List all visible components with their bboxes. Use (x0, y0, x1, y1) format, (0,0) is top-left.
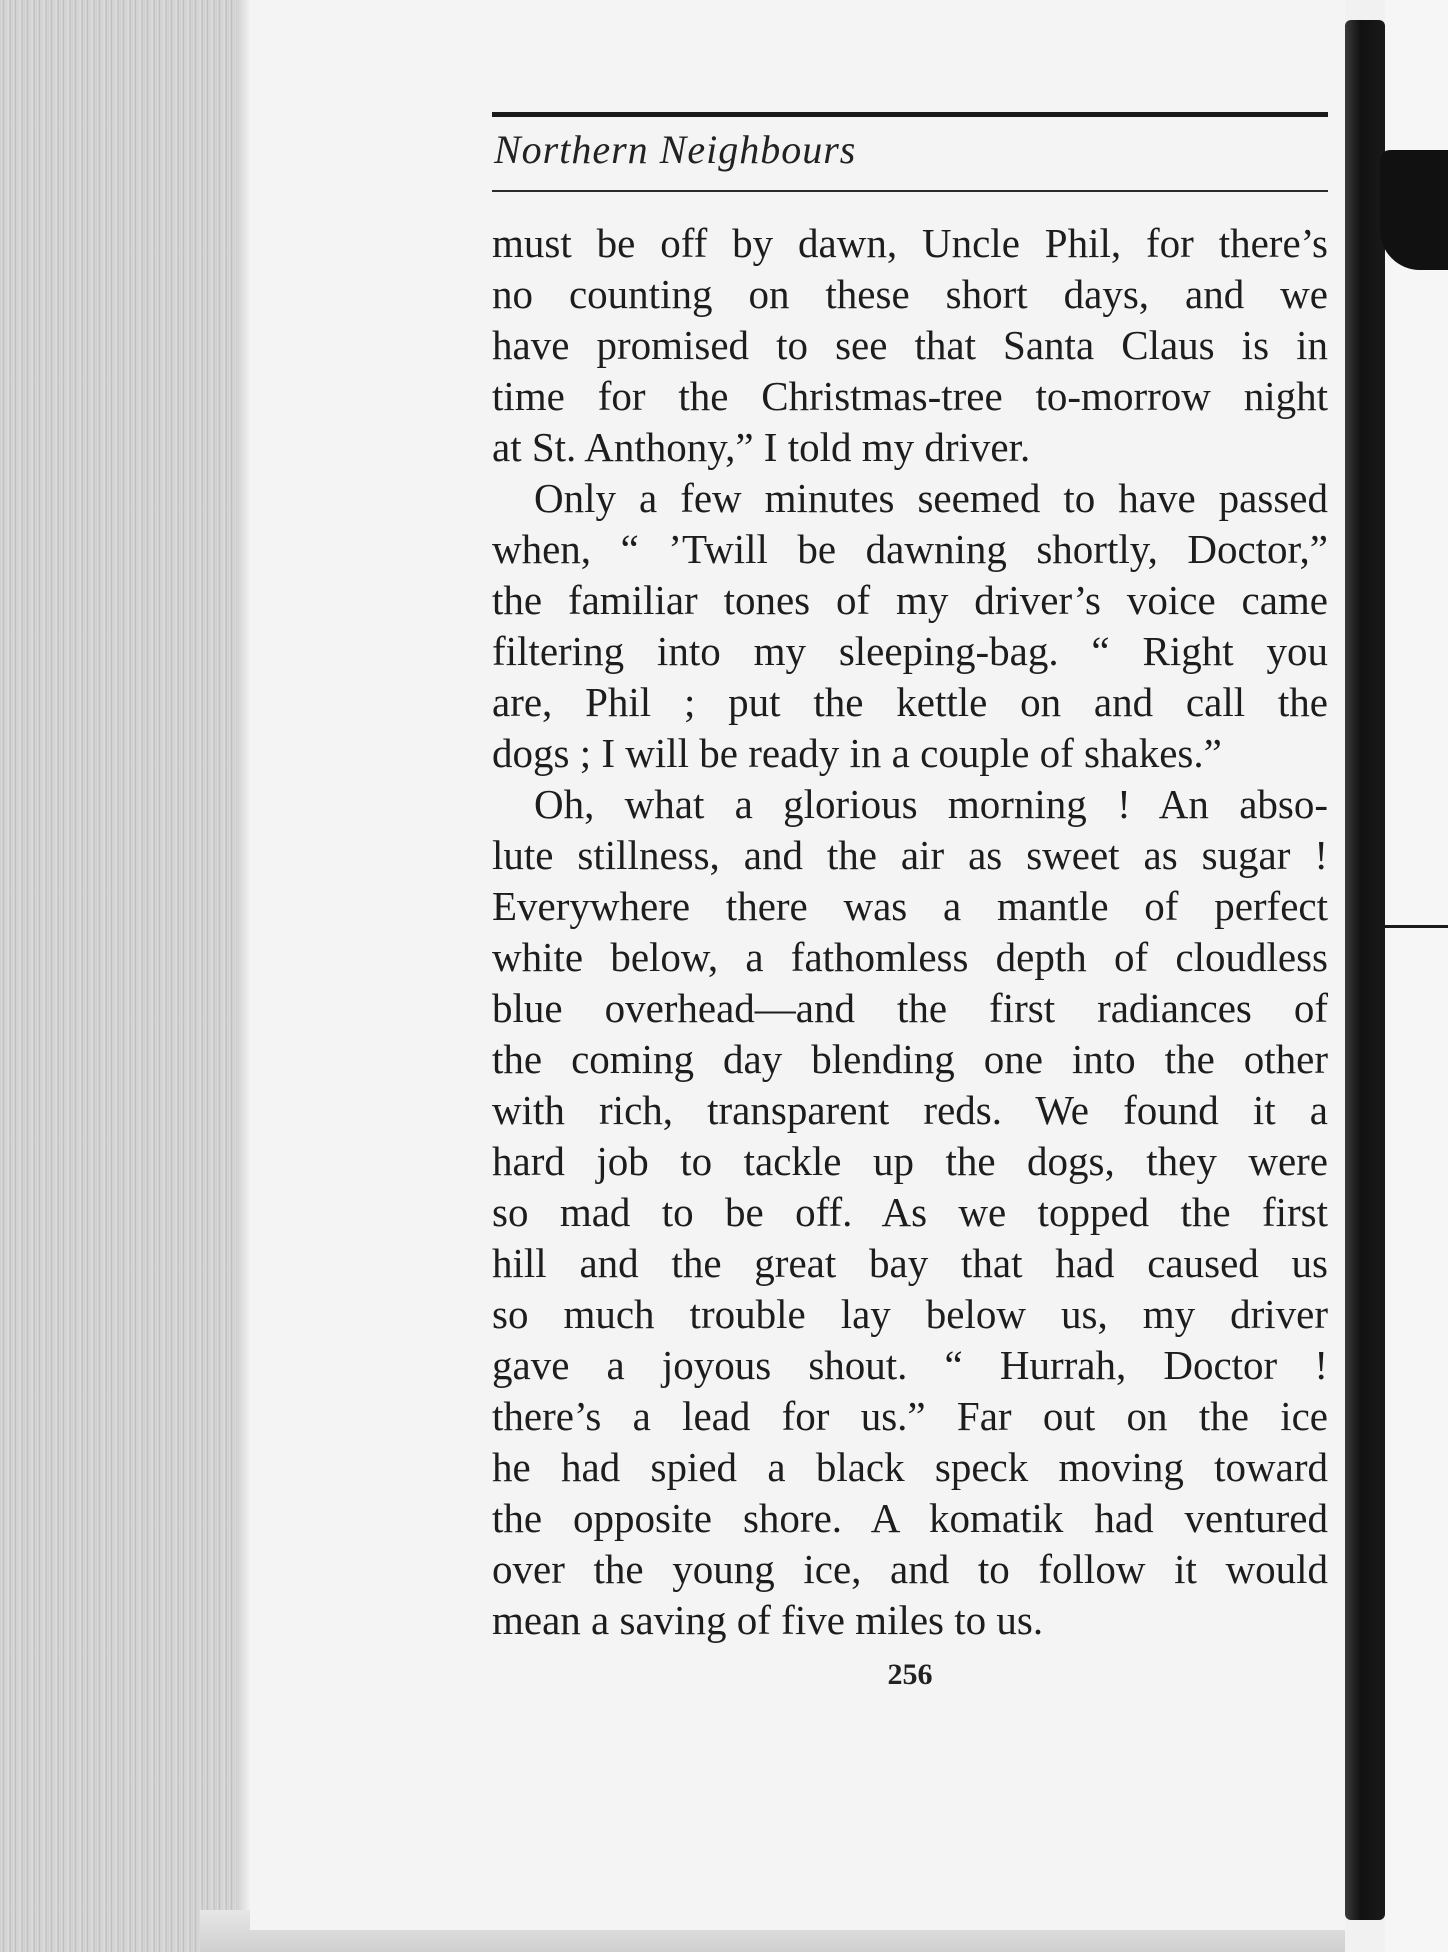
text-line: gave a joyous shout. “ Hurrah, Doctor ! (492, 1342, 1328, 1388)
text-line: when, “ ’Twill be dawning shortly, Doctor,” (492, 526, 1328, 572)
text-line: filtering into my sleeping-bag. “ Right you (492, 628, 1328, 674)
text-line: are, Phil ; put the kettle on and call the (492, 679, 1328, 725)
binding-shadow (1345, 20, 1385, 1920)
text-line: Oh, what a glorious morning ! An abso- (534, 781, 1328, 827)
text-line: must be off by dawn, Uncle Phil, for there’s (492, 220, 1328, 266)
text-line: he had spied a black speck moving toward (492, 1444, 1328, 1490)
text-line: mean a saving of five miles to us. (492, 1597, 1044, 1643)
text-line: time for the Christmas-tree to-morrow night (492, 373, 1328, 419)
text-line: no counting on these short days, and we (492, 271, 1328, 317)
text-line: Only a few minutes seemed to have passed (534, 475, 1328, 521)
text-line: lute stillness, and the air as sweet as sugar ! (492, 832, 1328, 878)
facing-page-ink (1380, 150, 1448, 270)
text-line: so mad to be off. As we topped the first (492, 1189, 1328, 1235)
text-line: white below, a fathomless depth of cloudless (492, 934, 1328, 980)
text-line: Everywhere there was a mantle of perfect (492, 883, 1328, 929)
text-line: hill and the great bay that had caused us (492, 1240, 1328, 1286)
text-line: blue overhead—and the first radiances of (492, 985, 1328, 1031)
text-line: so much trouble lay below us, my driver (492, 1291, 1328, 1337)
body-text (492, 218, 1328, 1646)
text-line: over the young ice, and to follow it would (492, 1546, 1328, 1592)
text-line: the opposite shore. A komatik had ventured (492, 1495, 1328, 1541)
running-head: Northern Neighbours (494, 127, 857, 172)
facing-page-rule (1385, 925, 1448, 928)
text-line: the coming day blending one into the other (492, 1036, 1328, 1082)
text-line: have promised to see that Santa Claus is in (492, 322, 1328, 368)
text-line: at St. Anthony,” I told my driver. (492, 424, 1031, 470)
text-line: the familiar tones of my driver’s voice came (492, 577, 1328, 623)
text-line: with rich, transparent reds. We found it a (492, 1087, 1328, 1133)
text-line: there’s a lead for us.” Far out on the ice (492, 1393, 1328, 1439)
page-number: 256 (887, 1658, 933, 1691)
text-line: dogs ; I will be ready in a couple of shakes.” (492, 730, 1222, 776)
header-rule-bottom (492, 190, 1328, 192)
text-line: hard job to tackle up the dogs, they were (492, 1138, 1328, 1184)
facing-page (1385, 0, 1448, 1952)
page-edges (0, 0, 250, 1952)
header-rule-top (492, 112, 1328, 117)
